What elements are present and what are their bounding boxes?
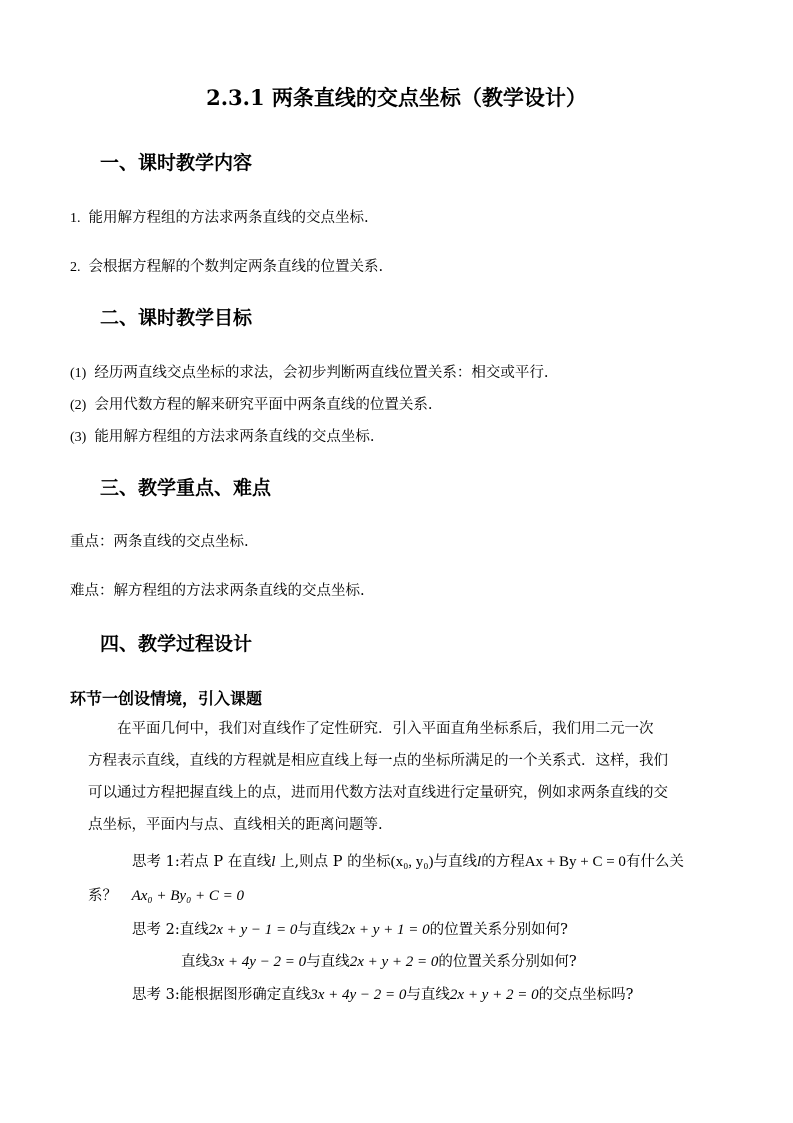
intro-paragraph xyxy=(88,713,728,841)
think-2-question xyxy=(132,918,568,939)
list-item xyxy=(70,206,369,227)
list-number: 2. xyxy=(70,260,81,275)
list-text: 会根据方程解的个数判定两条直线的位置关系. xyxy=(88,259,384,275)
list-item xyxy=(70,361,548,382)
line-equation: 2x + y + 2 = 0 xyxy=(449,987,539,1003)
list-number: (3) xyxy=(70,430,87,445)
think-1-text: 上,则点 P 的坐标 xyxy=(275,854,391,870)
think-2-text: 与直线 xyxy=(306,954,350,970)
list-number: (1) xyxy=(70,366,87,381)
think-3-prefix: 思考 3:能根据图形确定直线 xyxy=(132,987,311,1003)
think-1-prefix: 思考 1:若点 P 在直线 xyxy=(132,854,272,870)
think-1-continuation: 系？ xyxy=(88,888,117,904)
paragraph-line: 点坐标，平面内与点、直线相关的距离问题等. xyxy=(88,817,383,833)
key-point-text: 重点：两条直线的交点坐标. xyxy=(70,534,249,550)
line-equation: 3x + 4y − 2 = 0 xyxy=(210,954,307,970)
section-heading-objectives: 二、课时教学目标 xyxy=(100,307,253,329)
subsection-heading: 环节一创设情境，引入课题 xyxy=(70,689,263,708)
line-equation: 2x + y + 1 = 0 xyxy=(340,922,430,938)
think-3-suffix: 的交点坐标吗? xyxy=(538,987,634,1003)
think-1-text: 与直线 xyxy=(433,854,478,870)
think-2-prefix: 思考 2:直线 xyxy=(132,922,209,938)
list-text: 会用代数方程的解来研究平面中两条直线的位置关系. xyxy=(94,397,433,413)
think-1-suffix: 有什么关 xyxy=(625,854,684,870)
paragraph-line: 可以通过方程把握直线上的点，进而用代数方法对直线进行定量研究，例如求两条直线的交 xyxy=(88,785,668,801)
list-item xyxy=(70,393,432,414)
line-symbol: l xyxy=(477,854,482,870)
list-item xyxy=(70,425,374,446)
think-2-suffix: 的位置关系分别如何? xyxy=(429,922,568,938)
list-number: 1. xyxy=(70,211,81,226)
line-symbol: l xyxy=(271,854,276,870)
list-text: 经历两直线交点坐标的求法，会初步判断两直线位置关系：相交或平行. xyxy=(94,365,549,381)
point-coordinates: (x₀, y₀) xyxy=(390,854,434,870)
paragraph-line: 在平面几何中，我们对直线作了定性研究．引入平面直角坐标系后，我们用二元一次 xyxy=(88,721,654,737)
think-2-suffix: 的位置关系分别如何? xyxy=(438,954,577,970)
line-equation: 3x + 4y − 2 = 0 xyxy=(310,987,407,1003)
list-number: (2) xyxy=(70,398,87,413)
list-text: 能用解方程组的方法求两条直线的交点坐标. xyxy=(88,210,369,226)
difficulty-text: 难点：解方程组的方法求两条直线的交点坐标. xyxy=(70,583,365,599)
line-equation: Ax + By + C = 0 xyxy=(524,854,626,870)
section-heading-content: 一、课时教学内容 xyxy=(100,152,253,174)
section-heading-key-points: 三、教学重点、难点 xyxy=(100,477,272,499)
think-1-question xyxy=(132,850,684,871)
think-1-answer: Ax₀ + By₀ + C = 0 xyxy=(131,888,245,904)
think-2-question-2 xyxy=(181,950,577,971)
think-3-question xyxy=(132,983,633,1004)
list-text: 能用解方程组的方法求两条直线的交点坐标. xyxy=(94,429,375,445)
section-heading-process: 四、教学过程设计 xyxy=(100,633,253,655)
line-equation: 2x + y − 1 = 0 xyxy=(208,922,298,938)
think-1-answer-line xyxy=(88,884,244,905)
think-2-prefix: 直线 xyxy=(181,954,210,970)
line-equation: 2x + y + 2 = 0 xyxy=(349,954,439,970)
page-title: 2.3.1 两条直线的交点坐标（教学设计） xyxy=(206,85,587,110)
paragraph-line: 方程表示直线，直线的方程就是相应直线上每一点的坐标所满足的一个关系式．这样，我们 xyxy=(88,753,668,769)
think-3-text: 与直线 xyxy=(406,987,450,1003)
think-2-text: 与直线 xyxy=(297,922,341,938)
think-1-text: 的方程 xyxy=(481,854,525,870)
list-item xyxy=(70,255,383,276)
